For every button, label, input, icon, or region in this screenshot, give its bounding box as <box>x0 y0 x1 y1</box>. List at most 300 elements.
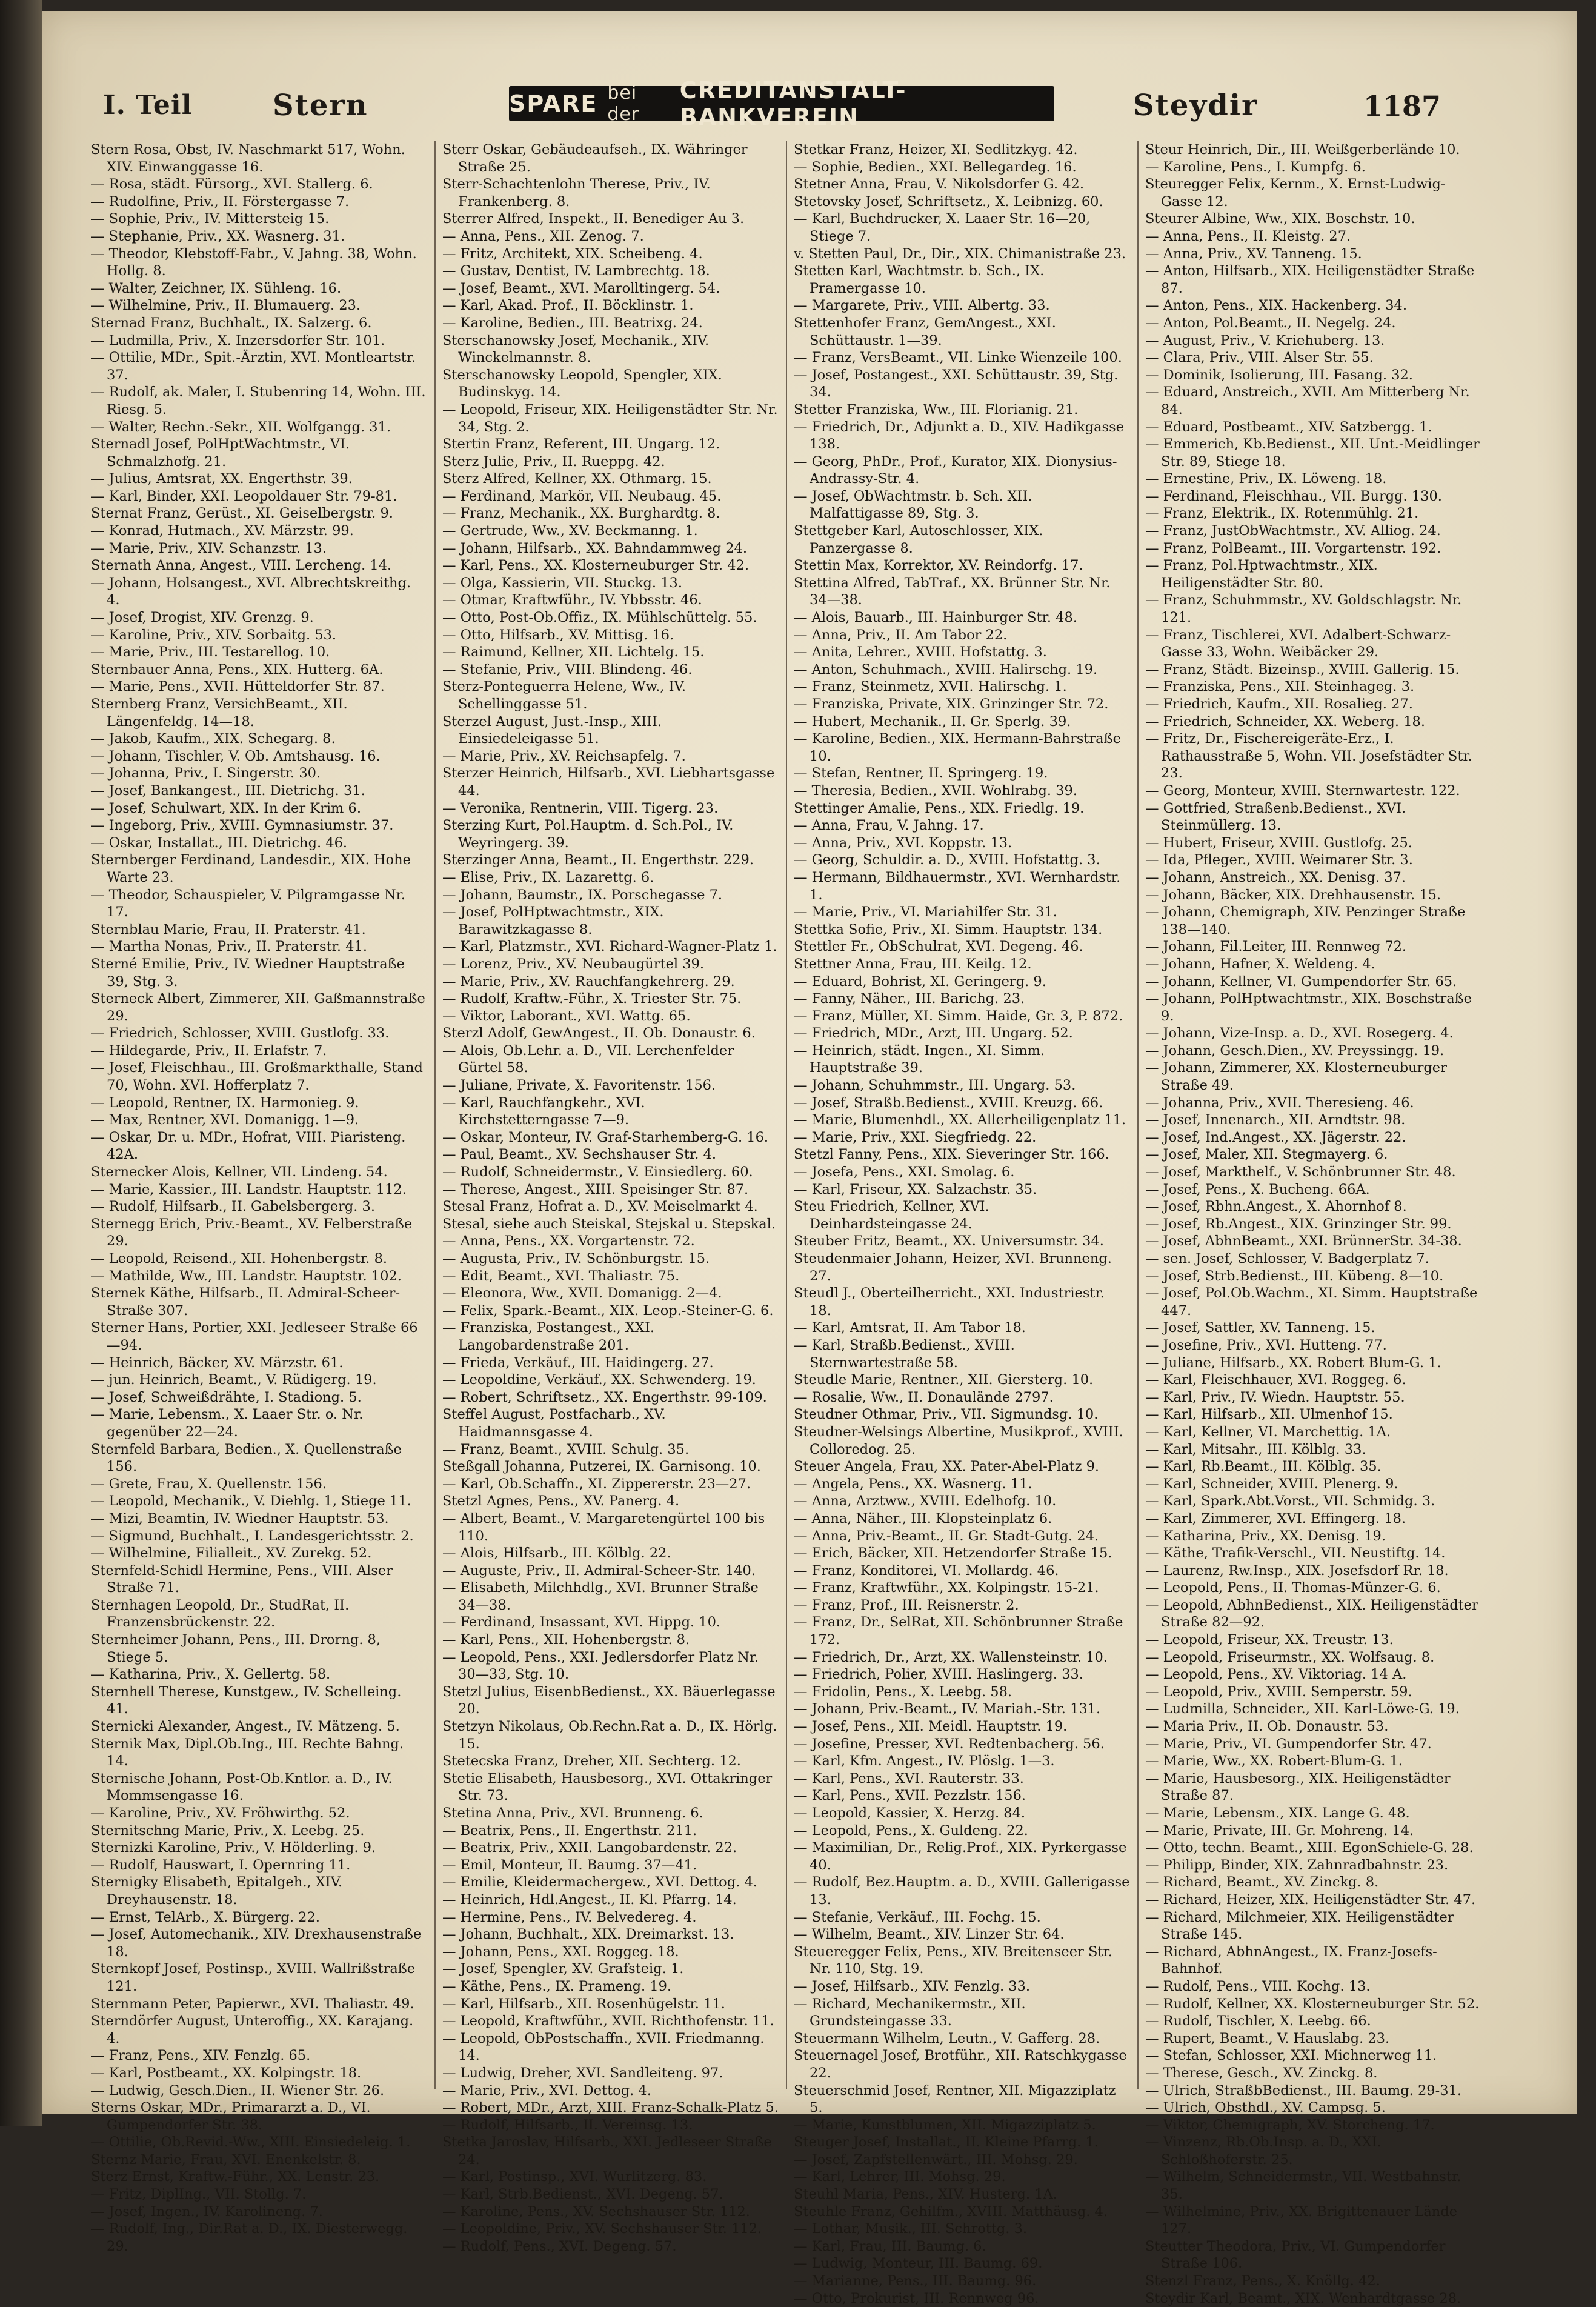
directory-entry: — Käthe, Trafik-Verschl., VII. Neustiftg. 14. <box>1145 1545 1446 1562</box>
directory-entry: — Franz, Müller, XI. Simm. Haide, Gr. 3, P. 872. <box>794 1008 1123 1024</box>
directory-entry: — Rudolf, Hilfsarb., II. Gabelsbergerg. 3. <box>91 1199 376 1215</box>
directory-entry: — Anton, Pens., XIX. Hackenberg. 34. <box>1145 298 1407 314</box>
directory-entry: — Eleonora, Ww., XVII. Domanigg. 2—4. <box>442 1285 722 1302</box>
directory-entry: — Rudolf, Hilfsarb., II. Vereinsg. 13. <box>442 2117 693 2133</box>
directory-entry: — Marie, Priv., XXI. Siegfriedg. 22. <box>794 1129 1037 1145</box>
directory-entry: — Leopold, Pens., XXI. Jedlersdorfer Platz Nr. 30—33, Stg. 10. <box>442 1649 759 1683</box>
directory-entry: — Albert, Beamt., V. Margaretengürtel 100 bis 110. <box>442 1510 765 1544</box>
part-label: I. Teil <box>103 90 193 121</box>
directory-entry: — Rudolf, ak. Maler, I. Stubenring 14, Wohn. III. Riesg. 5. <box>91 384 426 418</box>
directory-entry: Sternizki Karoline, Priv., V. Hölderling. 9. <box>91 1840 376 1856</box>
directory-entry: Sterz Julie, Priv., II. Rueppg. 42. <box>442 453 665 470</box>
directory-entry: — Franz, Elektrik., IX. Rotenmühlg. 21. <box>1145 505 1419 522</box>
directory-entry: — Marie, Priv., VI. Gumpendorfer Str. 47. <box>1145 1736 1432 1752</box>
directory-entry: — Wilhelmine, Filialleit., XV. Zurekg. 52. <box>91 1545 372 1562</box>
directory-entry: — Franz, Beamt., XVIII. Schulg. 35. <box>442 1441 690 1457</box>
directory-entry: — Eduard, Anstreich., XVII. Am Mitterberg Nr. 84. <box>1145 384 1470 418</box>
directory-entry: — Franz, Steinmetz, XVII. Halirschg. 1. <box>794 679 1067 695</box>
directory-entry: — Josef, Sattler, XV. Tanneng. 15. <box>1145 1320 1375 1336</box>
directory-entry: Sternberg Franz, VersichBeamt., XII. Längenfeldg. 14—18. <box>91 696 348 730</box>
directory-entry: Stesal, siehe auch Steiskal, Stejskal u. Stepskal. <box>442 1216 776 1232</box>
directory-entry: Stettka Sofie, Priv., XI. Simm. Hauptstr. 134. <box>794 921 1103 937</box>
directory-entry: — Ernst, TelArb., X. Bürgerg. 22. <box>91 1909 320 1925</box>
directory-entry: Sternkopf Josef, Postinsp., XVIII. Wallrißstraße 121. <box>91 1961 416 1994</box>
directory-entry: — Marie, Priv., XVI. Dettog. 4. <box>442 2082 651 2099</box>
directory-entry: Sternad Franz, Buchhalt., IX. Salzerg. 6. <box>91 315 372 331</box>
directory-entry: — Johann, Bäcker, XIX. Drehhausenstr. 15. <box>1145 887 1441 903</box>
directory-entry: Steurer Albine, Ww., XIX. Boschstr. 10. <box>1145 211 1415 227</box>
directory-entry: — Grete, Frau, X. Quellenstr. 156. <box>91 1476 327 1492</box>
directory-entry: — Anna, Pens., XX. Vorgartenstr. 72. <box>442 1233 695 1250</box>
directory-entry: — Franz, Konditorei, VI. Mollardg. 46. <box>794 1562 1059 1579</box>
directory-entry: — Margarete, Priv., VIII. Albertg. 33. <box>794 298 1050 314</box>
directory-entry: — Eduard, Bohrist, XI. Geringerg. 9. <box>794 973 1046 990</box>
directory-entry: — Philipp, Binder, XIX. Zahnradbahnstr. 23. <box>1145 1857 1449 1873</box>
directory-entry: — Karl, Amtsrat, II. Am Tabor 18. <box>794 1320 1026 1336</box>
directory-entry: Stettina Alfred, TabTraf., XX. Brünner Str. Nr. 34—38. <box>794 574 1111 608</box>
directory-entry: Steudl J., Oberteilherricht., XXI. Industriestr. 18. <box>794 1285 1105 1319</box>
directory-entry: — Marie, Priv., XV. Rauchfangkehrerg. 29. <box>442 973 735 990</box>
directory-entry: — Leopold, Kraftwführ., XVII. Richthofenstr. 11. <box>442 2013 774 2029</box>
directory-entry: Sterr-Schachtenlohn Therese, Priv., IV. Frankenberg. 8. <box>442 176 711 210</box>
directory-entry: — Ferdinand, Markör, VII. Neubaug. 45. <box>442 488 722 504</box>
directory-entry: — Katharina, Priv., X. Gellertg. 58. <box>91 1666 331 1683</box>
directory-entry: Stettgeber Karl, Autoschlosser, XIX. Panzergasse 8. <box>794 523 1043 556</box>
directory-entry: — Leopold, Friseur, XX. Treustr. 13. <box>1145 1632 1394 1648</box>
directory-entry: — Gottfried, Straßenb.Bedienst., XVI. Steinmüllerg. 13. <box>1145 800 1406 834</box>
directory-entry: — Josef, Zapfstellenwärt., III. Mohsg. 29. <box>794 2151 1078 2168</box>
directory-entry: — Franziska, Postangest., XXI. Langobardenstraße 201. <box>442 1320 654 1353</box>
directory-entry: — Rupert, Beamt., V. Hauslabg. 23. <box>1145 2030 1390 2046</box>
directory-entry: — Josef, Rbhn.Angest., X. Ahornhof 8. <box>1145 1199 1407 1215</box>
directory-entry: — Franziska, Private, XIX. Grinzinger Str. 72. <box>794 696 1109 712</box>
banner-word-spare: SPARE <box>509 90 598 117</box>
directory-entry: Sterzel August, Just.-Insp., XIII. Einsiedeleigasse 51. <box>442 713 662 747</box>
directory-entry: Sterné Emilie, Priv., IV. Wiedner Hauptstraße 39, Stg. 3. <box>91 956 405 990</box>
directory-entry: — Marie, Priv., XIV. Schanzstr. 13. <box>91 540 327 556</box>
directory-entry: — Beatrix, Pens., II. Engerthstr. 211. <box>442 1822 697 1839</box>
directory-entry: Steuermann Wilhelm, Leutn., V. Gafferg. 28. <box>794 2030 1100 2046</box>
directory-entry: Stesal Franz, Hofrat a. D., XV. Meiselmarkt 4. <box>442 1199 758 1215</box>
directory-entry: — Wilhelm, Schneidermstr., VII. Westbahnstr. 35. <box>1145 2169 1461 2203</box>
directory-entry: Sterzinger Anna, Beamt., II. Engerthstr. 229. <box>442 852 754 868</box>
directory-entry: — Robert, Schriftsetz., XX. Engerthstr. 99-109. <box>442 1389 767 1405</box>
directory-entry: Steudle Marie, Rentner., XII. Giersterg. 10. <box>794 1372 1094 1388</box>
directory-entry: — Katharina, Priv., XX. Denisg. 19. <box>1145 1528 1386 1544</box>
directory-entry: Sternische Johann, Post-Ob.Kntlor. a. D., IV. Mommsengasse 16. <box>91 1770 393 1804</box>
directory-entry: Stettenhofer Franz, GemAngest., XXI. Schüttaustr. 1—39. <box>794 315 1056 348</box>
directory-entry: — Stefan, Schlosser, XXI. Michnerweg 11. <box>1145 2048 1437 2064</box>
directory-entry: Stertin Franz, Referent, III. Ungarg. 12. <box>442 436 720 453</box>
directory-entry: Sternigky Elisabeth, Epitalgeh., XIV. Dreyhausenstr. 18. <box>91 1874 343 1908</box>
directory-entry: — Ernestine, Priv., IX. Löweng. 18. <box>1145 471 1387 487</box>
directory-entry: — Heinrich, städt. Ingen., XI. Simm. Hauptstraße 39. <box>794 1042 1045 1076</box>
directory-entry: — Josef, Straßb.Bedienst., XVIII. Kreuzg. 66. <box>794 1094 1103 1111</box>
directory-entry: — Marie, Ww., XX. Robert-Blum-G. 1. <box>1145 1753 1403 1769</box>
directory-entry: — Josef, ObWachtmstr. b. Sch. XII. Malfattigasse 89, Stg. 3. <box>794 488 1032 522</box>
directory-entry: — Gustav, Dentist, IV. Lambrechtg. 18. <box>442 263 710 279</box>
directory-entry: Sternecker Alois, Kellner, VII. Lindeng. 54. <box>91 1164 388 1180</box>
directory-entry: — Richard, Milchmeier, XIX. Heiligenstädter Straße 145. <box>1145 1909 1454 1943</box>
directory-entry: — Oskar, Installat., III. Dietrichg. 46. <box>91 834 348 851</box>
directory-entry: — Alois, Ob.Lehr. a. D., VII. Lerchenfelder Gürtel 58. <box>442 1042 734 1076</box>
directory-entry: — Franz, JustObWachtmstr., XV. Alliog. 24. <box>1145 523 1441 539</box>
directory-entry: Stettner Anna, Frau, III. Keilg. 12. <box>794 956 1032 972</box>
directory-entry: — Johann, Hilfsarb., XX. Bahndammweg 24. <box>442 540 747 556</box>
directory-entry: — Josef, Schulwart, XIX. In der Krim 6. <box>91 800 361 816</box>
directory-entry: — Theresia, Bedien., XVII. Wohlrabg. 39. <box>794 782 1077 799</box>
directory-entry: Steutter Theodora, Priv., VI. Gumpendorfer Straße 106. <box>1145 2238 1446 2272</box>
directory-entry: — Josef, Innenarch., XII. Arndtstr. 98. <box>1145 1112 1406 1128</box>
directory-entry: — Johann, Hafner, X. Weldeng. 4. <box>1145 956 1375 972</box>
directory-entry: — Marie, Lebensm., XIX. Lange G. 48. <box>1145 1805 1410 1821</box>
directory-page <box>42 11 1577 2306</box>
directory-entry: — Karl, Spark.Abt.Vorst., VII. Schmidg. 3. <box>1145 1493 1435 1510</box>
directory-entry: — Dominik, Isolierung, III. Fasang. 32. <box>1145 367 1413 383</box>
directory-entry: — Johann, Chemigraph, XIV. Penzinger Straße 138—140. <box>1145 904 1466 937</box>
directory-entry: — Lorenz, Priv., XV. Neubaugürtel 39. <box>442 956 705 972</box>
directory-entry: Sterneck Albert, Zimmerer, XII. Gaßmannstraße 29. <box>91 991 425 1024</box>
directory-entry: Steueregger Felix, Pens., XIV. Breitenseer Str. Nr. 110, Stg. 19. <box>794 1943 1112 1977</box>
directory-entry: Stenzl Franz, Pens., X. Knöllg. 42. <box>1145 2273 1380 2289</box>
directory-entry: — Franz, Pol.Hptwachtmstr., XIX. Heiligenstädter Str. 80. <box>1145 558 1378 591</box>
directory-entry: — Josefa, Pens., XXI. Smolag. 6. <box>794 1164 1015 1180</box>
directory-entry: — Leopold, Reisend., XII. Hohenbergstr. 8. <box>91 1251 388 1267</box>
directory-column-2 <box>442 141 779 2254</box>
directory-entry: — Marie, Kunstblumen, XII. Migazziplatz 5. <box>794 2117 1096 2133</box>
directory-entry: — Otto, Prokurist, III. Rennweg 96. <box>794 2290 1039 2306</box>
directory-entry: — Marie, Priv., XV. Reichsapfelg. 7. <box>442 748 686 764</box>
directory-entry: Sternek Käthe, Hilfsarb., II. Admiral-Scheer-Straße 307. <box>91 1285 401 1319</box>
directory-entry: — Otmar, Kraftwführ., IV. Ybbsstr. 46. <box>442 592 702 608</box>
directory-entry: — Alois, Hilfsarb., III. Kölblg. 22. <box>442 1545 671 1562</box>
directory-entry: — Hildegarde, Priv., II. Erlafstr. 7. <box>91 1042 327 1059</box>
directory-entry: Sterz Ernst, Kraftw.-Führ., XX. Lenstr. 23. <box>91 2169 380 2185</box>
directory-entry: Stern Rosa, Obst, IV. Naschmarkt 517, Wohn. XIV. Einwanggasse 16. <box>91 142 405 175</box>
directory-entry: — Rosa, städt. Fürsorg., XVI. Stallerg. 6. <box>91 176 373 193</box>
directory-entry: — Lothar, Musik., III. Schrottg. 3. <box>794 2221 1028 2237</box>
directory-entry: — Karl, Hilfsarb., XII. Ulmenhof 15. <box>1145 1407 1393 1423</box>
directory-entry: Sternmann Peter, Papierwr., XVI. Thaliastr. 49. <box>91 1996 414 2012</box>
directory-entry: — Josef, Fleischhau., III. Großmarkthalle, Stand 70, Wohn. XVI. Hofferplatz 7. <box>91 1060 423 1094</box>
directory-entry: — Karl, Postinsp., XVI. Wurlitzerg. 83. <box>442 2169 707 2185</box>
directory-entry: Steuernagel Josef, Brotführ., XII. Ratschkygasse 22. <box>794 2048 1127 2081</box>
directory-entry: — Karl, Fleischhauer, XVI. Roggeg. 6. <box>1145 1372 1406 1388</box>
directory-entry: — Juliane, Hilfsarb., XX. Robert Blum-G. 1. <box>1145 1354 1441 1371</box>
column-divider <box>1137 141 1139 2089</box>
directory-entry: — Karl, Zimmerer, XVI. Effingerg. 18. <box>1145 1510 1406 1526</box>
directory-entry: Stetka Jaroslav, Hilfsarb., XXI. Jedleseer Straße 24. <box>442 2134 772 2168</box>
directory-entry: — Raimund, Kellner, XII. Lichtelg. 15. <box>442 644 705 661</box>
directory-entry: Stetina Anna, Priv., XVI. Brunneng. 6. <box>442 1805 703 1821</box>
directory-entry: — Vinzenz, Rb.Ob.Insp. a. D., XXI. Schloßhoferstr. 25. <box>1145 2134 1382 2168</box>
directory-entry: — Richard, AbhnAngest., IX. Franz-Josefs-Bahnhof. <box>1145 1943 1437 1977</box>
column-divider <box>434 141 436 2089</box>
directory-entry: — Leopoldine, Priv., XV. Sechshauser Str. 112. <box>442 2221 762 2237</box>
directory-entry: — Beatrix, Priv., XXII. Langobardenstr. 22. <box>442 1840 737 1856</box>
directory-entry: Stetie Elisabeth, Hausbesorg., XVI. Ottakringer Str. 73. <box>442 1770 773 1804</box>
directory-entry: — Karl, Akad. Prof., II. Böcklinstr. 1. <box>442 298 694 314</box>
directory-entry: Sterndörfer August, Unteroffig., XX. Karajang. 4. <box>91 2013 414 2046</box>
directory-entry: Stetzl Agnes, Pens., XV. Panerg. 4. <box>442 1493 680 1510</box>
directory-entry: — Ferdinand, Fleischhau., VII. Burgg. 130. <box>1145 488 1442 504</box>
directory-entry: — Karl, Strb.Bedienst., XVI. Degeng. 57. <box>442 2186 723 2203</box>
directory-entry: — Josef, Schweißdrähte, I. Stadiong. 5. <box>91 1389 362 1405</box>
directory-entry: — Hermine, Pens., IV. Belvedereg. 4. <box>442 1909 697 1925</box>
directory-entry: — Karl, Hilfsarb., XII. Rosenhügelstr. 11. <box>442 1996 725 2012</box>
directory-entry: — Otto, techn. Beamt., XIII. EgonSchiele-G. 28. <box>1145 1840 1474 1856</box>
directory-entry: — Karoline, Bedien., III. Beatrixg. 24. <box>442 315 703 331</box>
directory-entry: Steuregger Felix, Kernm., X. Ernst-Ludwig-Gasse 12. <box>1145 176 1446 210</box>
directory-entry: — Rudolf, Kellner, XX. Klosterneuburger Str. 52. <box>1145 1996 1480 2012</box>
directory-entry: — Edit, Beamt., XVI. Thaliastr. 75. <box>442 1268 680 1284</box>
directory-entry: — Leopold, Pens., XV. Viktoriag. 14 A. <box>1145 1666 1407 1683</box>
directory-entry: — Sophie, Priv., IV. Mittersteig 15. <box>91 211 330 227</box>
directory-entry: — Josef, Beamt., XVI. Marolltingerg. 54. <box>442 280 720 296</box>
directory-entry: — Karl, Lehrer, III. Mohsg. 29. <box>794 2169 1006 2185</box>
directory-entry: — Wilhelm, Beamt., XIV. Linzer Str. 64. <box>794 1926 1065 1943</box>
directory-entry: — Theodor, Schauspieler, V. Pilgramgasse Nr. 17. <box>91 887 406 920</box>
directory-entry: — Josef, Strb.Bedienst., III. Kübeng. 8—10. <box>1145 1268 1444 1284</box>
directory-entry: — Franz, Schuhmmstr., XV. Goldschlagstr. Nr. 121. <box>1145 592 1462 626</box>
directory-entry: — Franz, Dr., SelRat, XII. Schönbrunner Straße 172. <box>794 1614 1123 1648</box>
directory-entry: — Emilie, Kleidermachergew., XVI. Dettog. 4. <box>442 1874 757 1891</box>
page-header <box>42 77 1577 130</box>
directory-entry: — Eduard, Postbeamt., XIV. Satzbergg. 1. <box>1145 419 1432 435</box>
directory-entry: — Anton, Pol.Beamt., II. Negelg. 24. <box>1145 315 1396 331</box>
directory-entry: — Otto, Hilfsarb., XV. Mittisg. 16. <box>442 627 674 643</box>
directory-entry: — Ludmilla, Schneider., XII. Karl-Löwe-G. 19. <box>1145 1701 1460 1717</box>
directory-entry: — Franz, PolBeamt., III. Vorgartenstr. 192. <box>1145 540 1441 556</box>
directory-entry: Sternegg Erich, Priv.-Beamt., XV. Felberstraße 29. <box>91 1216 413 1250</box>
directory-entry: — Leopold, Priv., XVIII. Semperstr. 59. <box>1145 1683 1412 1700</box>
directory-entry: Stetzyn Nikolaus, Ob.Rechn.Rat a. D., IX. Hörlg. 15. <box>442 1719 777 1752</box>
directory-entry: Steydir Karl, Beamt., XIX. Wenhardtgasse 28. <box>1145 2290 1461 2306</box>
directory-entry: Steuber Fritz, Beamt., XX. Universumstr. 34. <box>794 1233 1104 1250</box>
directory-entry: — Karoline, Pens., I. Kumpfg. 6. <box>1145 159 1366 175</box>
directory-entry: — Karl, Rb.Beamt., III. Kölblg. 35. <box>1145 1459 1382 1475</box>
directory-entry: Stettler Fr., ObSchulrat, XVI. Degeng. 46. <box>794 939 1083 955</box>
directory-entry: Sternberger Ferdinand, Landesdir., XIX. Hohe Warte 23. <box>91 852 411 885</box>
directory-entry: — Johann, Holsangest., XVI. Albrechtskreithg. 4. <box>91 574 411 608</box>
directory-entry: — Leopold, Friseurmstr., XX. Wolfsaug. 8. <box>1145 1649 1435 1665</box>
directory-entry: — Erich, Bäcker, XII. Hetzendorfer Straße 15. <box>794 1545 1112 1562</box>
directory-entry: — Karoline, Priv., XV. Fröhwirthg. 52. <box>91 1805 350 1821</box>
directory-entry: — Josef, Rb.Angest., XIX. Grinzinger Str. 99. <box>1145 1216 1452 1232</box>
directory-entry: — Franz, VersBeamt., VII. Linke Wienzeile 100. <box>794 350 1122 366</box>
directory-entry: Stettin Max, Korrektor, XV. Reindorfg. 17. <box>794 558 1083 574</box>
banner-word-bei-der: bei der <box>607 82 640 125</box>
directory-entry: — Friedrich, Dr., Arzt, XX. Wallensteinstr. 10. <box>794 1649 1108 1665</box>
directory-entry: — Walter, Rechn.-Sekr., XII. Wolfgangg. 31. <box>91 419 391 435</box>
directory-entry: — Max, Rentner, XVI. Domanigg. 1—9. <box>91 1112 359 1128</box>
directory-entry: — Hubert, Mechanik., II. Gr. Sperlg. 39. <box>794 713 1071 730</box>
directory-entry: — Anna, Priv.-Beamt., II. Gr. Stadt-Gutg. 24. <box>794 1528 1099 1544</box>
directory-entry: — Rudolf, Tischler, X. Leebg. 66. <box>1145 2013 1371 2029</box>
directory-entry: — Johann, Priv.-Beamt., IV. Mariah.-Str. 131. <box>794 1701 1101 1717</box>
directory-entry: — Anna, Pens., II. Kleistg. 27. <box>1145 228 1351 244</box>
directory-entry: — Friedrich, Schneider, XX. Weberg. 18. <box>1145 713 1426 730</box>
directory-entry: — Julius, Amtsrat, XX. Engerthstr. 39. <box>91 471 353 487</box>
directory-entry: — Mizi, Beamtin, IV. Wiedner Hauptstr. 53. <box>91 1510 389 1526</box>
directory-entry: — Anna, Frau, V. Jahng. 17. <box>794 817 984 834</box>
directory-entry: — Leopold, Rentner, IX. Harmonieg. 9. <box>91 1094 359 1111</box>
directory-entry: — Stephanie, Priv., XX. Wasnerg. 31. <box>91 228 345 244</box>
directory-entry: — Josef, Markthelf., V. Schönbrunner Str. 48. <box>1145 1164 1456 1180</box>
directory-entry: — Georg, PhDr., Prof., Kurator, XIX. Dionysius-Andrassy-Str. 4. <box>794 453 1117 487</box>
directory-entry: — Ida, Pfleger., XVIII. Weimarer Str. 3. <box>1145 852 1413 868</box>
directory-entry: Stetecska Franz, Dreher, XII. Sechterg. 12. <box>442 1753 741 1769</box>
directory-entry: — Josef, Pens., X. Bucheng. 66A. <box>1145 1181 1370 1197</box>
directory-entry: — Leopold, Pens., II. Thomas-Münzer-G. 6. <box>1145 1580 1441 1596</box>
directory-entry: — Franz, Prof., III. Reisnerstr. 2. <box>794 1597 1019 1613</box>
directory-entry: Sterr Oskar, Gebäudeaufseh., IX. Währinger Straße 25. <box>442 142 748 175</box>
directory-entry: — Rudolf, Hauswart, I. Opernring 11. <box>91 1857 351 1873</box>
directory-columns <box>42 141 1577 2306</box>
directory-entry: — Karoline, Pens., XV. Sechshauser Str. 112. <box>442 2203 750 2220</box>
directory-entry: — Karoline, Priv., XIV. Sorbaitg. 53. <box>91 627 337 643</box>
directory-entry: — Clara, Priv., VIII. Alser Str. 55. <box>1145 350 1374 366</box>
directory-entry: — Josef, Maler, XII. Stegmayerg. 6. <box>1145 1147 1388 1163</box>
directory-entry: — Marie, Private, III. Gr. Mohreng. 14. <box>1145 1822 1414 1839</box>
directory-entry: — Ludwig, Dreher, XVI. Sandleiteng. 97. <box>442 2065 723 2081</box>
directory-entry: — Johann, Anstreich., XX. Denisg. 37. <box>1145 869 1406 885</box>
directory-entry: — Johann, Buchhalt., XIX. Dreimarkst. 13. <box>442 1926 734 1943</box>
directory-entry: — Hubert, Friseur, XVIII. Gustlofg. 25. <box>1145 834 1412 851</box>
directory-entry: — Karl, Pens., XX. Klosterneuburger Str. 42. <box>442 558 750 574</box>
directory-entry: — Konrad, Hutmach., XV. Märzstr. 99. <box>91 523 354 539</box>
directory-entry: — Otto, Post-Ob.Offiz., IX. Mühlschüttelg. 55. <box>442 610 757 626</box>
directory-entry: — Josef, Ingen., IV. Karolineng. 7. <box>91 2203 323 2220</box>
directory-entry: — Sophie, Bedien., XXI. Bellegardeg. 16. <box>794 159 1077 175</box>
directory-entry: — Richard, Mechanikermstr., XII. Grundsteingasse 33. <box>794 1996 1026 2029</box>
directory-entry: — Richard, Heizer, XIX. Heiligenstädter Str. 47. <box>1145 1891 1476 1908</box>
directory-entry: — Veronika, Rentnerin, VIII. Tigerg. 23. <box>442 800 719 816</box>
directory-entry: — Fritz, DiplIng., VII. Stollg. 7. <box>91 2186 307 2203</box>
directory-entry: Steu Friedrich, Kellner, XVI. Deinhardsteingasse 24. <box>794 1199 989 1232</box>
directory-entry: Sternblau Marie, Frau, II. Praterstr. 41. <box>91 921 366 937</box>
directory-entry: — Karl, Buchdrucker, X. Laaer Str. 16—20, Stiege 7. <box>794 211 1091 244</box>
directory-entry: — Franz, Tischlerei, XVI. Adalbert-Schwarz-Gasse 33, Wohn. Weibäcker 29. <box>1145 627 1451 661</box>
directory-entry: — Karl, Pens., XVII. Pezzlstr. 156. <box>794 1788 1026 1804</box>
directory-entry: Sterzer Heinrich, Hilfsarb., XVI. Liebhartsgasse 44. <box>442 765 775 799</box>
directory-entry: — Anton, Schuhmach., XVIII. Halirschg. 19. <box>794 661 1098 677</box>
directory-column-3 <box>794 141 1130 2306</box>
directory-entry: — Fritz, Dr., Fischereigeräte-Erz., I. Rathausstraße 5, Wohn. VII. Josefstädter Str. 23. <box>1145 731 1472 782</box>
directory-entry: Sternbauer Anna, Pens., XIX. Hutterg. 6A. <box>91 661 384 677</box>
directory-entry: — Franz, Kraftwführ., XX. Kolpingstr. 15-21. <box>794 1580 1099 1596</box>
directory-entry: — Marianne, Pens., III. Baumg. 96. <box>794 2273 1037 2289</box>
directory-entry: Steuhl Maria, Pens., XIV. Husterg. 1A. <box>794 2186 1057 2203</box>
directory-entry: — Emmerich, Kb.Bedienst., XII. Unt.-Meidlinger Str. 89, Stiege 18. <box>1145 436 1480 470</box>
directory-entry: — Gertrude, Ww., XV. Beckmanng. 1. <box>442 523 698 539</box>
directory-entry: — Friedrich, MDr., Arzt, III. Ungarg. 52. <box>794 1025 1073 1042</box>
directory-entry: — Karl, Schneider, XVIII. Plenerg. 9. <box>1145 1476 1398 1492</box>
directory-entry: Stetner Anna, Frau, V. Nikolsdorfer G. 42. <box>794 176 1084 193</box>
directory-entry: — Marie, Pens., XVII. Hütteldorfer Str. 87. <box>91 679 385 695</box>
directory-entry: — Leopold, Pens., X. Guldeng. 22. <box>794 1822 1028 1839</box>
directory-entry: — Heinrich, Hdl.Angest., II. Kl. Pfarrg. 14. <box>442 1891 737 1908</box>
directory-entry: — Heinrich, Bäcker, XV. Märzstr. 61. <box>91 1354 344 1371</box>
directory-entry: — Friedrich, Kaufm., XII. Rosalieg. 27. <box>1145 696 1413 712</box>
directory-entry: Sternhagen Leopold, Dr., StudRat, II. Franzensbrückenstr. 22. <box>91 1597 350 1631</box>
directory-entry: Steuer Angela, Frau, XX. Pater-Abel-Platz 9. <box>794 1459 1100 1475</box>
directory-entry: — Franz, Mechanik., XX. Burghardtg. 8. <box>442 505 720 522</box>
directory-entry: — Leopold, Mechanik., V. Diehlg. 1, Stiege 11. <box>91 1493 411 1510</box>
directory-entry: — Josef, Drogist, XIV. Grenzg. 9. <box>91 610 314 626</box>
directory-entry: — Leopoldine, Verkäuf., XX. Schwenderg. 19. <box>442 1372 756 1388</box>
directory-entry: — Theodor, Klebstoff-Fabr., V. Jahng. 38, Wohn. Hollg. 8. <box>91 245 417 279</box>
directory-entry: — Stefanie, Verkäuf., III. Fochg. 15. <box>794 1909 1041 1925</box>
directory-entry: — Anita, Lehrer., XVIII. Hofstattg. 3. <box>794 644 1047 661</box>
directory-entry: — Josefine, Priv., XVI. Hutteng. 77. <box>1145 1337 1387 1353</box>
column-divider <box>786 141 787 2089</box>
directory-entry: — Karl, Kellner, VI. Marchettig. 1A. <box>1145 1423 1391 1440</box>
directory-entry: Stetovsky Josef, Schriftsetz., X. Leibnizg. 60. <box>794 193 1103 210</box>
directory-entry: — Johann, Kellner, VI. Gumpendorfer Str. 65. <box>1145 973 1457 990</box>
banner-bank-name: CREDITANSTALT-BANKVEREIN <box>679 77 907 130</box>
directory-entry: Sternicki Alexander, Angest., IV. Mätzeng. 5. <box>91 1719 400 1735</box>
directory-entry: — Fritz, Architekt, XIX. Scheibeng. 4. <box>442 245 703 262</box>
directory-entry: Sternat Franz, Gerüst., XI. Geiselbergstr. 9. <box>91 505 393 522</box>
directory-entry: — Ferdinand, Insassant, XVI. Hippg. 10. <box>442 1614 721 1631</box>
directory-entry: — Leopold, AbhnBedienst., XIX. Heiligenstädter Straße 82—92. <box>1145 1597 1478 1631</box>
directory-entry: Sterner Hans, Portier, XXI. Jedleseer Straße 66—94. <box>91 1320 418 1353</box>
directory-entry: — Alois, Bauarb., III. Hainburger Str. 48. <box>794 610 1077 626</box>
directory-entry: Sternadl Josef, PolHptWachtmstr., VI. Schmalzhofg. 21. <box>91 436 350 470</box>
directory-entry: — Josefine, Presser, XVI. Redtenbacherg. 56. <box>794 1736 1105 1752</box>
directory-entry: — Leopold, Kassier, X. Herzg. 84. <box>794 1805 1026 1821</box>
directory-entry: — Anna, Arztww., XVIII. Edelhofg. 10. <box>794 1493 1057 1510</box>
directory-entry: — Johann, Pens., XXI. Roggeg. 18. <box>442 1943 679 1960</box>
directory-entry: Sternath Anna, Angest., VIII. Lercheng. 14. <box>91 558 392 574</box>
directory-entry: — Johanna, Priv., XVII. Theresieng. 46. <box>1145 1094 1414 1111</box>
directory-entry: Sterschanowsky Josef, Mechanik., XIV. Winckelmannstr. 8. <box>442 332 710 366</box>
directory-entry: Stetkar Franz, Heizer, XI. Sedlitzkyg. 42. <box>794 142 1078 158</box>
directory-entry: Sterz-Ponteguerra Helene, Ww., IV. Schellinggasse 51. <box>442 679 686 712</box>
directory-entry: — Oskar, Dr. u. MDr., Hofrat, VIII. Piaristeng. 42A. <box>91 1129 406 1163</box>
directory-entry: Sternfeld Barbara, Bedien., X. Quellenstraße 156. <box>91 1441 402 1475</box>
directory-entry: — Rudolf, Ing., Dir.Rat a. D., IX. Diesterwegg. 29. <box>91 2221 408 2254</box>
directory-entry: — Karl, Platzmstr., XVI. Richard-Wagner-Platz 1. <box>442 939 777 955</box>
directory-entry: — Josef, Pens., XII. Meidl. Hauptstr. 19. <box>794 1719 1068 1735</box>
directory-entry: — Anna, Priv., XVI. Koppstr. 13. <box>794 834 1012 851</box>
directory-entry: — Walter, Zeichner, IX. Sühleng. 16. <box>91 280 342 296</box>
directory-column-1 <box>91 141 427 2254</box>
directory-entry: — Georg, Schuldir. a. D., XVIII. Hofstattg. 3. <box>794 852 1100 868</box>
directory-entry: — Elisabeth, Milchhdlg., XVI. Brunner Straße 34—38. <box>442 1580 759 1613</box>
directory-entry: — Maria Priv., II. Ob. Donaustr. 53. <box>1145 1719 1389 1735</box>
directory-entry: — Mathilde, Ww., III. Landstr. Hauptstr. 102. <box>91 1268 402 1284</box>
directory-entry: — Oskar, Monteur, IV. Graf-Starhemberg-G. 16. <box>442 1129 769 1145</box>
book-binding <box>0 0 42 2126</box>
directory-entry: Steur Heinrich, Dir., III. Weißgerberlände 10. <box>1145 142 1460 158</box>
directory-entry: Sternitschng Marie, Priv., X. Leebg. 25. <box>91 1822 365 1839</box>
directory-entry: — Franziska, Pens., XII. Steinhageg. 3. <box>1145 679 1415 695</box>
directory-entry: — Ulrich, StraßbBedienst., III. Baumg. 29-31. <box>1145 2082 1461 2099</box>
directory-column-4 <box>1145 141 1481 2306</box>
directory-entry: — Ottilie, Ob.Revid.-Ww., XIII. Einsiedeleig. 1. <box>91 2134 411 2151</box>
directory-entry: — Ingeborg, Priv., XVIII. Gymnasiumstr. 37. <box>91 817 394 834</box>
directory-entry: — Anna, Näher., III. Klopsteinplatz 6. <box>794 1510 1052 1526</box>
directory-entry: — Marie, Priv., III. Testarellog. 10. <box>91 644 330 661</box>
directory-entry: Sternfeld-Schidl Hermine, Pens., VIII. Alser Straße 71. <box>91 1562 393 1596</box>
directory-entry: — Marie, Hausbesorg., XIX. Heiligenstädter Straße 87. <box>1145 1770 1451 1804</box>
directory-entry: — Juliane, Private, X. Favoritenstr. 156. <box>442 1077 716 1094</box>
directory-entry: — Karl, Friseur, XX. Salzachstr. 35. <box>794 1181 1037 1197</box>
directory-entry: — Anna, Priv., XV. Tanneng. 15. <box>1145 245 1362 262</box>
directory-entry: — Fanny, Näher., III. Barichg. 23. <box>794 991 1025 1007</box>
